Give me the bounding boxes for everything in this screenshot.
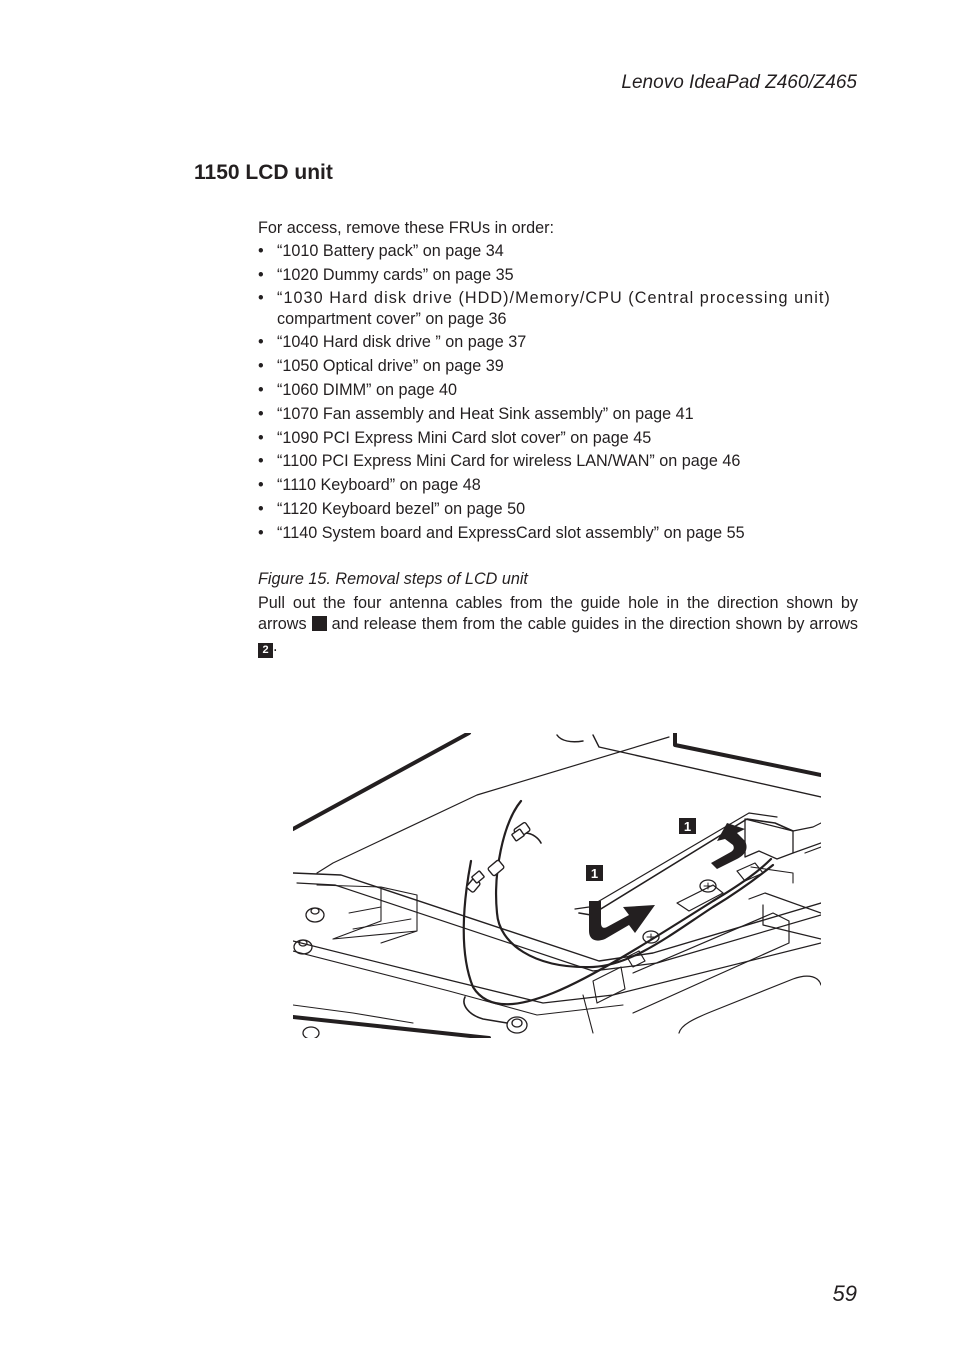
hinge-bracket: [745, 819, 793, 859]
lid-edge-left: [293, 733, 469, 829]
bullet-icon: •: [258, 288, 265, 307]
inner-tray: [317, 885, 417, 943]
bullet-icon: •: [258, 333, 264, 352]
fru-item-text: “1050 Optical drive” on page 39: [277, 357, 504, 376]
fru-item-text: “1110 Keyboard” on page 48: [277, 476, 481, 495]
fru-item-text: “1020 Dummy cards” on page 35: [277, 265, 514, 284]
fru-list-item: [258, 288, 858, 330]
fru-list-item: [258, 331, 858, 353]
bullet-icon: •: [258, 404, 264, 423]
fru-item-text: “1120 Keyboard bezel” on page 50: [277, 499, 526, 518]
fru-list-item: [258, 450, 858, 472]
svg-text:1: 1: [683, 819, 692, 834]
step-1-badge: [312, 616, 327, 631]
fru-item-text: “1140 System board and ExpressCard slot assembly” on page 55: [277, 523, 745, 542]
fru-item-text: “1060 DIMM” on page 40: [277, 380, 457, 399]
svg-text:1: 1: [590, 866, 599, 881]
fru-item-text: “1090 PCI Express Mini Card slot cover” on page 45: [277, 428, 652, 447]
lcd-removal-illustration: [293, 733, 821, 1038]
fru-item-text-line1: “1030 Hard disk drive (HDD)/Memory/CPU (Central processing unit): [277, 288, 831, 307]
bullet-icon: •: [258, 265, 264, 284]
bullet-icon: •: [258, 499, 264, 518]
step-arrows: [589, 823, 747, 941]
page-number: 59: [832, 1281, 857, 1306]
figure-caption: Figure 15. Removal steps of LCD unit: [258, 569, 528, 588]
fru-item-text: “1100 PCI Express Mini Card for wireless LAN/WAN” on page 46: [277, 452, 741, 471]
instruction-text-2: and release them from the cable guides in the direction shown by arrows: [331, 615, 859, 634]
right-tray: [633, 913, 789, 1013]
fru-list: [258, 240, 858, 544]
fru-list-item: [258, 498, 858, 520]
arrow-step-1-upper: [711, 823, 747, 869]
bullet-icon: •: [258, 452, 264, 471]
panel-inner-edge: [317, 737, 669, 873]
fru-item-text-line2: compartment cover” on page 36: [277, 309, 507, 328]
bullet-icon: •: [258, 476, 264, 495]
fru-list-item: [258, 240, 858, 262]
instruction-end: .: [273, 636, 278, 655]
bullet-icon: •: [258, 428, 264, 447]
fru-item-text: “1040 Hard disk drive ” on page 37: [277, 333, 527, 352]
step-2-badge: 2: [258, 643, 273, 658]
fru-list-item: [258, 474, 858, 496]
bullet-icon: •: [258, 357, 264, 376]
callout-1-upper: [679, 818, 696, 834]
fru-list-item: [258, 379, 858, 401]
fru-item-text: “1070 Fan assembly and Heat Sink assembly” on page 41: [277, 404, 694, 423]
base-frame-lower: [293, 941, 821, 1003]
callout-1-lower: [586, 865, 603, 881]
bullet-icon: •: [258, 380, 264, 399]
section-content: [258, 217, 858, 658]
bullet-icon: •: [258, 242, 264, 260]
bullet-icon: •: [258, 523, 264, 542]
fru-list-item: [258, 522, 858, 544]
fru-list-item: [258, 427, 858, 449]
fru-list-item: [258, 355, 858, 377]
figure-instruction: [258, 593, 858, 658]
base-bold-edge: [293, 1017, 489, 1038]
fru-list-item: [258, 264, 858, 286]
instruction-text-1: Pull out the four antenna cables from the guide hole in the direction shown by arrows: [258, 593, 858, 634]
access-intro: For access, remove these FRUs in order:: [258, 219, 554, 237]
arrow-step-1-lower: [589, 901, 655, 941]
fru-item-text: “1010 Battery pack” on page 34: [277, 242, 504, 260]
fru-list-item: [258, 403, 858, 425]
section-title: 1150 LCD unit: [194, 161, 333, 184]
running-header: Lenovo IdeaPad Z460/Z465: [621, 72, 857, 93]
